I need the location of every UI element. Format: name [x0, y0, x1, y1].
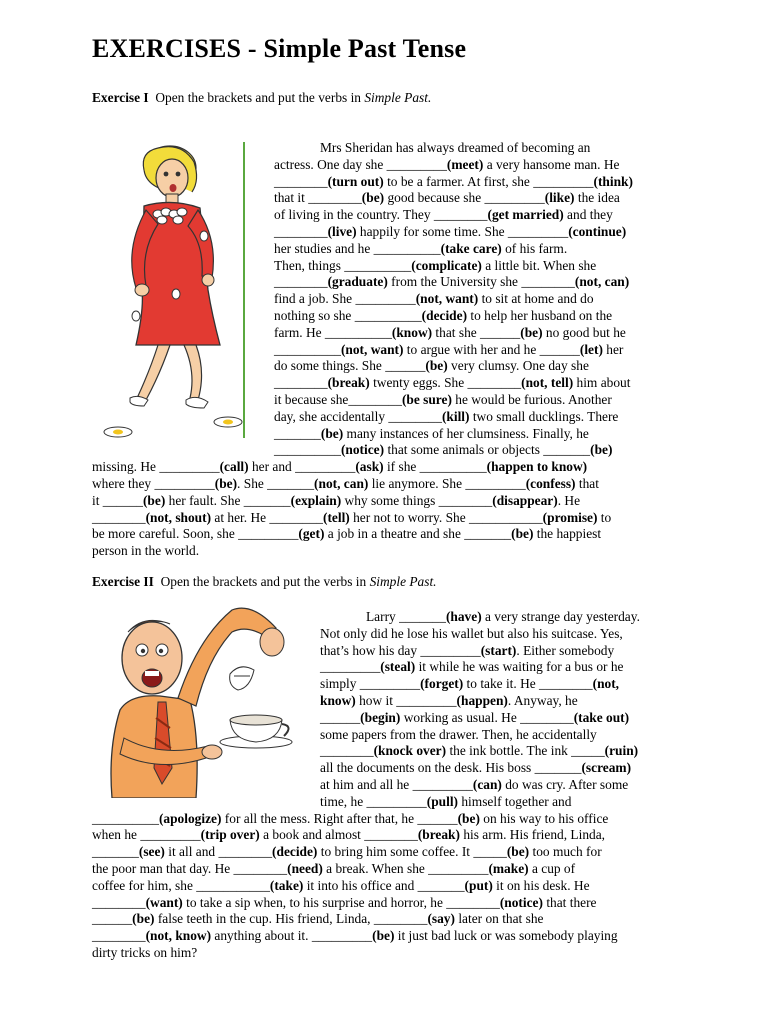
- line-text: Then, things __________: [274, 257, 412, 273]
- line-text: nothing so she __________: [274, 308, 422, 323]
- verb-prompt: (be): [132, 911, 155, 927]
- clumsy-woman-illustration: [100, 140, 250, 440]
- verb-prompt: (ask): [355, 459, 384, 475]
- verb-prompt: (not, want): [340, 341, 404, 357]
- verb-prompt: (be): [214, 476, 238, 491]
- line-text: very clumsy. One day she: [447, 358, 589, 374]
- text-line: [320, 659, 623, 676]
- line-text: when he _________: [92, 827, 201, 843]
- text-line: [92, 543, 199, 560]
- line-text: to take it. He ________: [463, 676, 593, 692]
- line-text: that some animals or objects _______: [384, 442, 591, 458]
- line-text: later on that she: [454, 911, 544, 927]
- exercise-2-instruction-emphasis: Simple Past.: [369, 574, 437, 589]
- verb-prompt: (promise): [542, 509, 598, 525]
- text-line: [320, 794, 571, 811]
- text-line: [274, 291, 594, 308]
- verb-prompt: (not, want): [415, 291, 479, 307]
- line-text: of his farm.: [501, 240, 568, 256]
- line-text: to help her husband on the: [467, 308, 613, 323]
- line-text: day, she accidentally ________: [274, 408, 442, 424]
- verb-prompt: (want): [145, 894, 183, 910]
- verb-prompt: (make): [488, 861, 529, 876]
- verb-prompt: (tell): [322, 509, 350, 525]
- verb-prompt: (knock over): [373, 743, 447, 759]
- verb-prompt: (get): [298, 526, 325, 542]
- verb-prompt: (be): [511, 526, 534, 542]
- text-line: [274, 207, 613, 224]
- line-text: it on his desk. He: [492, 877, 590, 893]
- exercise-1-instruction: [92, 90, 431, 106]
- verb-prompt: (live): [327, 224, 357, 239]
- line-text: . He: [557, 492, 581, 508]
- line-text: at him and all he _________: [320, 777, 473, 792]
- line-text: _______: [274, 425, 321, 441]
- verb-prompt: (not,: [592, 676, 620, 692]
- verb-prompt: (scream): [581, 760, 632, 776]
- line-text: ________: [274, 274, 328, 290]
- text-line: [274, 426, 589, 443]
- verb-prompt: (confess): [525, 476, 576, 491]
- text-line: [92, 911, 543, 928]
- verb-prompt: (trip over): [200, 827, 260, 843]
- verb-prompt: (take): [269, 877, 304, 893]
- verb-prompt: (be sure): [401, 392, 452, 407]
- line-text: __________: [274, 341, 341, 357]
- line-text: false teeth in the cup. His friend, Linda, ________: [154, 911, 428, 927]
- line-text: two small ducklings. There: [469, 408, 619, 424]
- text-line: [274, 342, 623, 359]
- verb-prompt: (say): [427, 911, 455, 927]
- verb-prompt: (call): [219, 459, 249, 475]
- line-text: ________: [92, 894, 146, 910]
- line-text: her not to worry. She ___________: [349, 509, 543, 525]
- verb-prompt: (let): [579, 341, 603, 357]
- line-text: ________: [92, 928, 146, 944]
- line-text: find a job. She _________: [274, 291, 416, 307]
- verb-prompt: (decide): [272, 844, 318, 860]
- verb-prompt: (kill): [441, 408, 470, 424]
- line-text: working as usual. He ________: [400, 709, 574, 725]
- verb-prompt: (be): [425, 358, 448, 374]
- text-line: [274, 274, 629, 291]
- line-text: a cup of: [528, 861, 576, 876]
- stressed-man-illustration: [100, 598, 300, 798]
- verb-prompt: (see): [138, 844, 165, 860]
- line-text: that it ________: [274, 190, 362, 206]
- line-text: it all and ________: [164, 844, 273, 860]
- line-text: her: [602, 341, 624, 357]
- verb-prompt: (decide): [421, 308, 468, 323]
- verb-prompt: (know): [391, 324, 433, 340]
- line-text: lie anymore. She _________: [368, 476, 526, 491]
- verb-prompt: (be): [457, 810, 480, 826]
- line-text: it into his office and _______: [303, 877, 465, 893]
- verb-prompt: (continue): [568, 224, 627, 239]
- verb-prompt: (not, can): [574, 274, 630, 290]
- line-text: why some things ________: [341, 492, 493, 508]
- line-text: some papers from the drawer. Then, he accidentally: [320, 726, 597, 742]
- verb-prompt: (need): [287, 861, 323, 876]
- line-text: all the documents on the desk. His boss _______: [320, 760, 582, 776]
- line-text: if she __________: [383, 459, 487, 475]
- text-line: [274, 157, 619, 174]
- divider-line: [243, 142, 245, 438]
- line-text: the idea: [574, 190, 620, 206]
- line-text: for all the mess. Right after that, he ______: [221, 810, 458, 826]
- line-text: that: [575, 476, 599, 491]
- line-text: on his way to his office: [479, 810, 609, 826]
- verb-prompt: (happen): [456, 693, 508, 708]
- line-text: her and _________: [248, 459, 356, 475]
- line-text: Mrs Sheridan has always dreamed of becoming an: [320, 140, 591, 155]
- text-line: [274, 392, 612, 409]
- verb-prompt: (take care): [440, 240, 502, 256]
- line-text: time, he _________: [320, 793, 427, 809]
- line-text: too much for: [529, 844, 602, 860]
- line-text: good because she _________: [384, 190, 545, 206]
- verb-prompt: (start): [480, 642, 517, 658]
- line-text: it just bad luck or was somebody playing: [394, 928, 618, 944]
- line-text: actress. One day she _________: [274, 156, 447, 172]
- exercise-1-instruction-text: Open the brackets and put the verbs in: [155, 90, 365, 105]
- verb-prompt: (not, shout): [145, 509, 212, 525]
- line-text: his arm. His friend, Linda,: [459, 827, 606, 843]
- line-text: anything about it. _________: [211, 928, 373, 944]
- text-line: [320, 727, 597, 744]
- line-text: . Anyway, he: [507, 693, 578, 708]
- text-line: [274, 190, 620, 207]
- text-line: [274, 375, 630, 392]
- line-text: her fault. She _______: [165, 492, 291, 508]
- line-text: to sit at home and do: [478, 291, 594, 307]
- text-line: [92, 476, 599, 493]
- line-text: that’s how his day _________: [320, 642, 481, 658]
- verb-prompt: (begin): [360, 709, 401, 725]
- line-text: ______: [320, 709, 361, 725]
- verb-prompt: (complicate): [411, 257, 482, 273]
- verb-prompt: (be): [506, 844, 530, 860]
- line-text: no good but he: [542, 324, 626, 340]
- verb-prompt: (break): [327, 375, 370, 391]
- text-line: [92, 945, 197, 962]
- text-line: [320, 676, 619, 693]
- exercise-1-label: Exercise I: [92, 90, 149, 105]
- line-text: a very hansome man. He: [483, 156, 620, 172]
- text-line: [366, 609, 640, 626]
- verb-prompt: (be): [520, 324, 543, 340]
- line-text: to take a sip when, to his surprise and horror, he ________: [182, 894, 500, 910]
- line-text: that there: [542, 894, 597, 910]
- line-text: that she ______: [432, 324, 521, 340]
- line-text: ________: [274, 173, 328, 189]
- line-text: and they: [563, 207, 613, 223]
- text-line: [320, 777, 628, 794]
- text-line: [274, 409, 618, 426]
- text-line: [274, 308, 612, 325]
- line-text: how it _________: [355, 693, 457, 708]
- verb-prompt: (apologize): [158, 810, 222, 826]
- text-line: [320, 626, 623, 643]
- text-line: [274, 325, 626, 342]
- verb-prompt: (explain): [290, 492, 342, 508]
- verb-prompt: (notice): [499, 894, 543, 910]
- verb-prompt: (be): [361, 190, 385, 206]
- text-line: [320, 643, 614, 660]
- text-line: [320, 743, 638, 760]
- line-text: a job in a theatre and she _______: [324, 526, 512, 542]
- text-line: [92, 459, 587, 476]
- verb-prompt: (pull): [426, 793, 459, 809]
- line-text: he would be furious. Another: [451, 392, 612, 407]
- line-text: a break. When she _________: [322, 861, 489, 876]
- verb-prompt: (get married): [487, 207, 564, 223]
- line-text: himself together and: [458, 793, 572, 809]
- line-text: __________: [92, 810, 159, 826]
- verb-prompt: (graduate): [327, 274, 388, 290]
- text-line: [320, 140, 590, 157]
- line-text: to bring him some coffee. It _____: [317, 844, 507, 860]
- verb-prompt: (can): [472, 777, 502, 792]
- exercise-2-instruction-text: Open the brackets and put the verbs in: [160, 574, 370, 589]
- line-text: do some things. She ______: [274, 358, 426, 374]
- verb-prompt: (notice): [340, 442, 385, 458]
- verb-prompt: (not, tell): [521, 375, 574, 391]
- text-line: [320, 693, 578, 710]
- verb-prompt: (be): [320, 425, 344, 441]
- line-text: ________: [274, 224, 328, 239]
- line-text: . Either somebody: [516, 642, 615, 658]
- line-text: do was cry. After some: [501, 777, 629, 792]
- verb-prompt: (put): [464, 877, 493, 893]
- verb-prompt: (be): [142, 492, 166, 508]
- verb-prompt: (meet): [446, 156, 484, 172]
- line-text: of living in the country. They ________: [274, 207, 488, 223]
- line-text: twenty eggs. She ________: [369, 375, 522, 391]
- line-text: missing. He _________: [92, 459, 220, 475]
- text-line: [274, 442, 612, 459]
- text-line: [92, 526, 601, 543]
- page-title: EXERCISES - Simple Past Tense: [92, 34, 467, 63]
- line-text: from the University she ________: [387, 274, 575, 290]
- text-line: [92, 844, 602, 861]
- verb-prompt: (break): [417, 827, 460, 843]
- text-line: [274, 174, 633, 191]
- verb-prompt: (steal): [380, 659, 416, 675]
- line-text: Larry _______: [366, 609, 446, 624]
- verb-prompt: (turn out): [327, 173, 384, 189]
- line-text: __________: [274, 442, 341, 458]
- line-text: coffee for him, she ___________: [92, 877, 270, 893]
- text-line: [92, 493, 580, 510]
- line-text: to: [597, 509, 612, 525]
- line-text: be more careful. Soon, she _________: [92, 526, 299, 542]
- text-line: [92, 895, 597, 912]
- verb-prompt: (ruin): [604, 743, 639, 759]
- line-text: ________: [320, 743, 374, 759]
- verb-prompt: (not, can): [314, 476, 369, 491]
- text-line: [92, 811, 608, 828]
- line-text: _______: [92, 844, 139, 860]
- verb-prompt: (not, know): [145, 928, 212, 944]
- verb-prompt: (think): [593, 173, 633, 189]
- text-line: [274, 224, 626, 241]
- verb-prompt: (disappear): [492, 492, 558, 508]
- verb-prompt: (have): [445, 609, 482, 624]
- line-text: the poor man that day. He ________: [92, 861, 288, 876]
- line-text: . She _______: [237, 476, 315, 491]
- text-line: [92, 510, 611, 527]
- line-text: ________: [274, 375, 328, 391]
- line-text: person in the world.: [92, 543, 200, 559]
- line-text: it while he was waiting for a bus or he: [415, 659, 624, 675]
- text-line: [92, 861, 575, 878]
- line-text: the ink bottle. The ink _____: [446, 743, 605, 759]
- line-text: ________: [92, 509, 146, 525]
- verb-prompt: (like): [544, 190, 575, 206]
- line-text: simply _________: [320, 676, 421, 692]
- text-line: [274, 358, 589, 375]
- text-line: [92, 928, 618, 945]
- verb-prompt: (be): [590, 442, 613, 458]
- line-text: it because she________: [274, 392, 402, 407]
- line-text: dirty tricks on him?: [92, 945, 198, 960]
- exercise-2-instruction: [92, 574, 437, 590]
- verb-prompt: (forget): [420, 676, 464, 692]
- text-line: [92, 827, 605, 844]
- line-text: her studies and he __________: [274, 240, 441, 256]
- text-line: [274, 258, 596, 275]
- text-line: [320, 710, 629, 727]
- line-text: _________: [320, 659, 381, 675]
- line-text: ______: [92, 911, 133, 927]
- line-text: Not only did he lose his wallet but also his suitcase. Yes,: [320, 625, 623, 641]
- line-text: to argue with her and he ______: [403, 341, 580, 357]
- line-text: farm. He __________: [274, 324, 392, 340]
- line-text: him about: [573, 375, 631, 391]
- verb-prompt: (happen to know): [486, 459, 588, 475]
- line-text: to be a farmer. At first, she _________: [383, 173, 594, 189]
- verb-prompt: (take out): [573, 709, 630, 725]
- exercise-1-instruction-emphasis: Simple Past.: [364, 90, 432, 105]
- verb-prompt: know): [320, 693, 356, 708]
- line-text: where they _________: [92, 476, 215, 491]
- line-text: a little bit. When she: [481, 257, 597, 273]
- line-text: at her. He ________: [211, 509, 323, 525]
- line-text: a book and almost ________: [259, 827, 418, 843]
- text-line: [92, 878, 590, 895]
- text-line: [274, 241, 567, 258]
- text-line: [320, 760, 631, 777]
- exercise-2-label: Exercise II: [92, 574, 154, 589]
- verb-prompt: (be): [372, 928, 395, 944]
- line-text: a very strange day yesterday.: [481, 609, 640, 624]
- line-text: happily for some time. She _________: [356, 224, 569, 239]
- line-text: the happiest: [533, 526, 602, 542]
- line-text: it ______: [92, 492, 143, 508]
- line-text: many instances of her clumsiness. Finally, he: [343, 425, 589, 441]
